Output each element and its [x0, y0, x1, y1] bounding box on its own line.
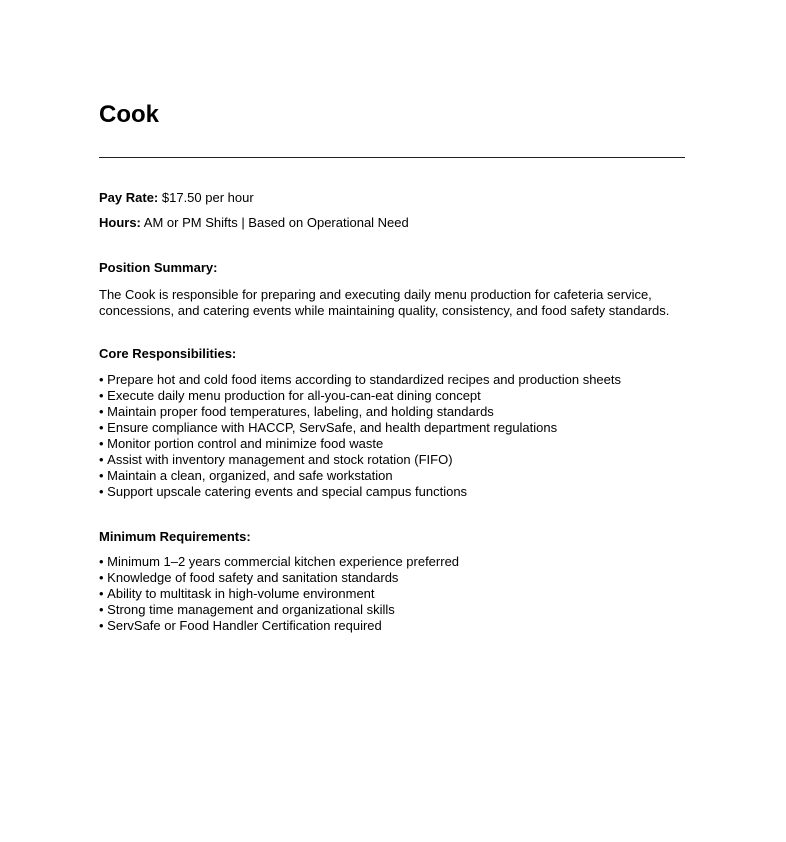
list-item: • Maintain proper food temperatures, labeling, and holding standards [99, 404, 621, 420]
core-responsibilities-heading: Core Responsibilities: [99, 346, 237, 361]
list-item: • Ability to multitask in high-volume environment [99, 586, 459, 602]
pay-rate-line [99, 190, 254, 206]
core-responsibilities-list [99, 372, 621, 500]
list-item: • Support upscale catering events and special campus functions [99, 484, 621, 500]
list-item: • Maintain a clean, organized, and safe workstation [99, 468, 621, 484]
hours-line [99, 215, 409, 231]
pay-rate-label: Pay Rate: [99, 190, 159, 205]
minimum-requirements-list [99, 554, 459, 634]
list-item: • Strong time management and organizational skills [99, 602, 459, 618]
list-item: • Knowledge of food safety and sanitation standards [99, 570, 459, 586]
list-item: • Minimum 1–2 years commercial kitchen experience preferred [99, 554, 459, 570]
list-item: • Prepare hot and cold food items according to standardized recipes and production sheets [99, 372, 621, 388]
position-summary-heading: Position Summary: [99, 260, 218, 275]
hours-value: AM or PM Shifts | Based on Operational Need [143, 215, 409, 230]
list-item: • Monitor portion control and minimize food waste [99, 436, 621, 452]
pay-rate-value: $17.50 per hour [161, 190, 254, 205]
list-item: • Execute daily menu production for all-you-can-eat dining concept [99, 388, 621, 404]
list-item: • ServSafe or Food Handler Certification required [99, 618, 459, 634]
list-item: • Assist with inventory management and stock rotation (FIFO) [99, 452, 621, 468]
page-title: Cook [99, 101, 159, 128]
position-summary-text: The Cook is responsible for preparing and executing daily menu production for cafeteria service, concessions, and catering events while maintaining quality, consistency, and food safety standards. [99, 287, 670, 318]
title-divider [99, 157, 685, 158]
hours-label: Hours: [99, 215, 141, 230]
list-item: • Ensure compliance with HACCP, ServSafe, and health department regulations [99, 420, 621, 436]
minimum-requirements-heading: Minimum Requirements: [99, 529, 251, 544]
